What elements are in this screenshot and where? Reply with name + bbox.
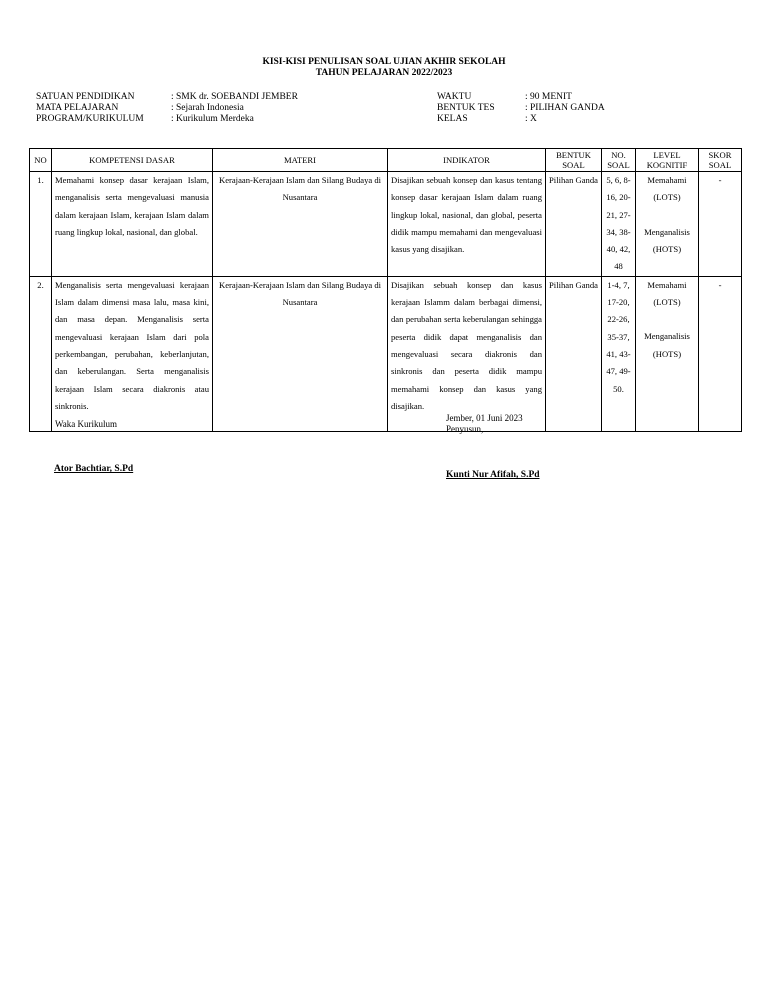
meta-right-labels xyxy=(437,92,495,125)
cell-materi: Kerajaan-Kerajaan Islam dan Silang Budaya di Nusantara xyxy=(213,172,388,277)
right-signature-name: Kunti Nur Afifah, S.Pd xyxy=(446,470,540,480)
left-signature-role: Waka Kurikulum xyxy=(55,419,118,429)
level-text: Memahami xyxy=(647,175,687,185)
meta-right-values xyxy=(525,92,605,125)
meta-value: : Kurikulum Merdeka xyxy=(171,114,254,124)
header-bentuk-soal xyxy=(546,149,602,172)
cell-skor-soal: - xyxy=(699,276,742,431)
header-no-soal xyxy=(602,149,636,172)
level-text: Memahami xyxy=(647,279,687,290)
table-row xyxy=(30,276,742,431)
header-no: NO xyxy=(30,149,52,172)
meta-label: PROGRAM/KURIKULUM xyxy=(36,114,144,124)
meta-label: MATA PELAJARAN xyxy=(36,103,119,113)
meta-label: KELAS xyxy=(437,114,468,124)
header-text: LEVEL xyxy=(653,150,681,160)
cell-bentuk-soal: Pilihan Ganda xyxy=(546,276,602,431)
cell-materi: Kerajaan-Kerajaan Islam dan Silang Budaya di Nusantara xyxy=(213,276,388,431)
level-text: Menganalisis xyxy=(644,226,690,237)
level-text: (LOTS) xyxy=(653,192,681,203)
header-text: SOAL xyxy=(562,160,585,170)
meta-value: : PILIHAN GANDA xyxy=(525,103,605,113)
level-text: (LOTS) xyxy=(653,297,681,308)
meta-label: SATUAN PENDIDIKAN xyxy=(36,92,135,102)
header-text: SOAL xyxy=(607,160,630,170)
cell-kompetensi-dasar: Memahami konsep dasar kerajaan Islam, menganalisis serta mengevaluasi manusia dalam kerajaan Islam, kerajaan Islam dalam ruang lingkup lokal, nasional, dan global. xyxy=(52,172,213,277)
cell-no-soal: 1-4, 7, 17-20, 22-26, 35-37, 41, 43-47, 49-50. xyxy=(602,276,636,431)
header-text: SOAL xyxy=(708,160,732,170)
header-text: SKOR xyxy=(708,150,732,160)
document-subtitle: TAHUN PELAJARAN 2022/2023 xyxy=(315,68,453,78)
table-header-row xyxy=(30,149,742,172)
header-text: KOGNITIF xyxy=(646,160,688,170)
table-row xyxy=(30,172,742,277)
meta-value: : SMK dr. SOEBANDI JEMBER xyxy=(171,92,298,102)
meta-value: : X xyxy=(525,114,537,124)
header-skor-soal xyxy=(699,149,742,172)
meta-label: BENTUK TES xyxy=(437,103,495,113)
cell-no: 2. xyxy=(30,276,52,431)
document-title: KISI-KISI PENULISAN SOAL UJIAN AKHIR SEKOLAH xyxy=(262,57,506,67)
cell-skor-soal: - xyxy=(699,172,742,277)
right-signature-role: Penyusun, xyxy=(446,424,484,434)
meta-value: : Sejarah Indonesia xyxy=(171,103,244,113)
header-indikator: INDIKATOR xyxy=(388,149,546,172)
level-text: (HOTS) xyxy=(652,243,682,254)
cell-no-soal: 5, 6, 8-16, 20-21, 27-34, 38-40, 42, 48 xyxy=(602,172,636,277)
cell-kompetensi-dasar: Menganalisis serta mengevaluasi kerajaan Islam dalam dimensi masa lalu, masa kini, dan masa depan. Menganalisis serta mengevaluasi kerajaan Islam dari pola perkembangan, perubahan, keberlanjutan, dan keberulangan. Serta menganalisis kerajaan Islam secara diakronis atau sinkronis. xyxy=(52,276,213,431)
level-text: (HOTS) xyxy=(652,348,682,359)
meta-value: : 90 MENIT xyxy=(525,92,572,102)
level-text: Menganalisis xyxy=(644,331,690,342)
meta-left-values xyxy=(171,92,298,125)
cell-bentuk-soal: Pilihan Ganda xyxy=(546,172,602,277)
header-level-kognitif xyxy=(636,149,699,172)
header-text: BENTUK xyxy=(556,150,591,160)
cell-level-kognitif xyxy=(636,172,699,277)
cell-indikator: Disajikan sebuah konsep dan kasus kerajaan Islamm dalam berbagai dimensi, dan perubahan serta keberulangan sehingga peserta didik dapat menganalisis dan mengevaluasi secara diakronis dan sinkronis dan peserta didik mampu memahami konsep dan kasus yang disajikan. xyxy=(388,276,546,431)
header-text: NO. xyxy=(611,150,626,160)
cell-indikator: Disajikan sebuah konsep dan kasus tentang konsep dasar kerajaan Islam dalam ruang lingkup lokal, nasional, dan global, peserta didik mampu memahami dan mengevaluasi kasus yang disajikan. xyxy=(388,172,546,277)
header-materi: MATERI xyxy=(213,149,388,172)
cell-level-kognitif xyxy=(636,276,699,431)
header-kompetensi-dasar: KOMPETENSI DASAR xyxy=(52,149,213,172)
meta-label: WAKTU xyxy=(437,92,472,102)
place-date: Jember, 01 Juni 2023 xyxy=(446,413,523,423)
left-signature-name: Ator Bachtiar, S.Pd xyxy=(54,464,134,474)
kisi-kisi-table xyxy=(29,148,742,432)
cell-no: 1. xyxy=(30,172,52,277)
meta-left-labels xyxy=(36,92,144,125)
